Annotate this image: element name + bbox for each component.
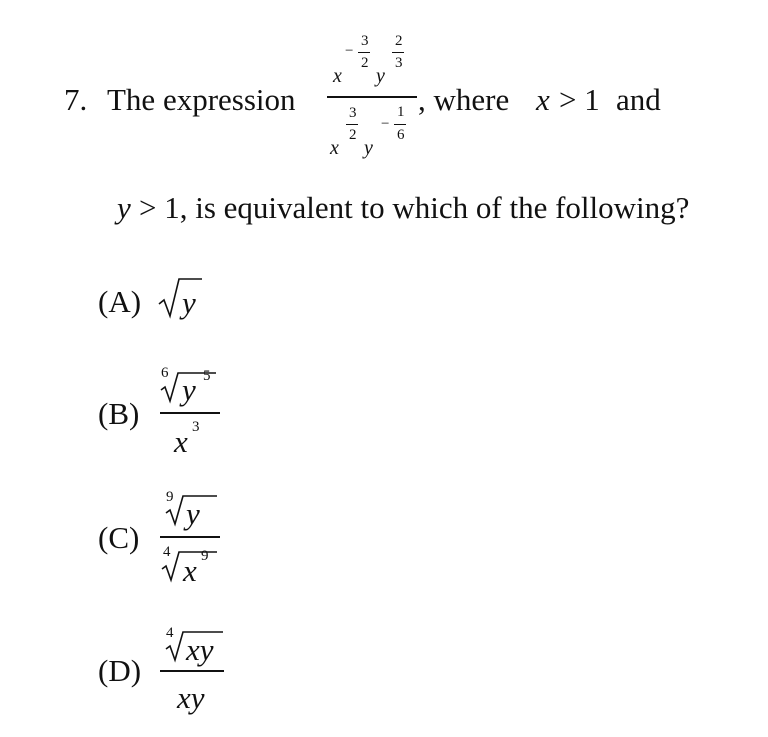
choice-d-den: xy <box>177 680 205 715</box>
denominator-y-exp-den: 6 <box>397 127 405 143</box>
choice-d-num-radicand: xy <box>186 632 214 667</box>
numerator-x-exp-sign: − <box>345 43 354 59</box>
question-intro: The expression <box>107 82 296 117</box>
numerator-x: x <box>333 65 342 87</box>
and-word: and <box>616 82 661 117</box>
numerator-x-exp-num: 3 <box>361 33 369 49</box>
question-line-2: > 1, is equivalent to which of the following? <box>139 190 690 225</box>
condition-y-var: y <box>117 190 131 225</box>
radicand-exponent: 5 <box>203 368 211 384</box>
den-root-index: 4 <box>163 544 171 560</box>
denominator-y-exp-sign: − <box>381 116 390 132</box>
choice-a-radicand: y <box>182 285 196 320</box>
choice-b-radicand: y <box>182 372 196 407</box>
num-root-index: 9 <box>166 489 174 505</box>
choice-c-num-radicand: y <box>186 496 200 531</box>
choice-d-fraction-bar <box>160 670 224 672</box>
num-root-index: 4 <box>166 625 174 641</box>
denominator-x-exp-den: 2 <box>349 127 357 143</box>
choice-c-fraction-bar <box>160 536 220 538</box>
choice-label: (A) <box>98 284 142 319</box>
choice-b-den-exp: 3 <box>192 419 200 435</box>
choice-label: (C) <box>98 520 140 555</box>
choice-b-fraction-bar <box>160 412 220 414</box>
question-number: 7. <box>64 82 88 117</box>
condition-x-var: x <box>536 82 550 117</box>
numerator-y: y <box>376 65 385 87</box>
root-index: 6 <box>161 365 169 381</box>
radical-sign <box>158 276 204 322</box>
numerator-y-exp-den: 3 <box>395 55 403 71</box>
main-fraction-bar <box>327 96 417 98</box>
choice-label: (B) <box>98 396 140 431</box>
choice-label: (D) <box>98 653 142 688</box>
numerator-x-exp-den: 2 <box>361 55 369 71</box>
denominator-y-exp-num: 1 <box>397 104 405 120</box>
condition-x-relation: > 1 <box>559 82 600 117</box>
denominator-y: y <box>364 137 373 159</box>
choice-c-den-radicand: x <box>183 553 197 588</box>
where-text: , where <box>418 82 510 117</box>
numerator-y-exp-num: 2 <box>395 33 403 49</box>
denominator-x: x <box>330 137 339 159</box>
den-radicand-exp: 9 <box>201 548 209 564</box>
choice-b-den-base: x <box>174 424 188 459</box>
denominator-x-exp-num: 3 <box>349 105 357 121</box>
